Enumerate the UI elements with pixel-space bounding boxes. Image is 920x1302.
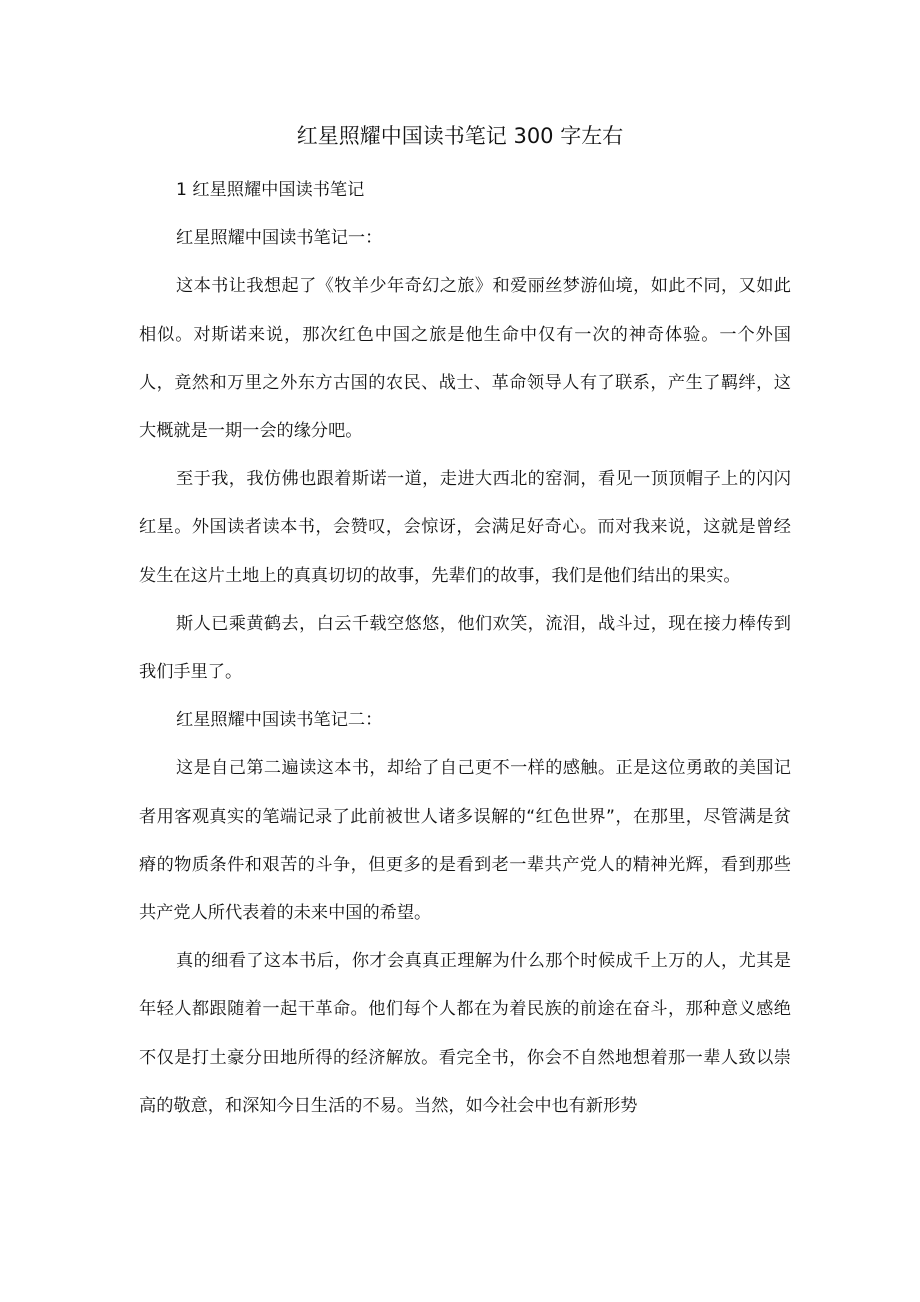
section-heading: 1 红星照耀中国读书笔记 <box>176 180 365 200</box>
note-heading-1: 红星照耀中国读书笔记一： <box>176 228 383 249</box>
body-paragraph: 这是自己第二遍读这本书，却给了自己更不一样的感触。正是这位勇敢的美国记者用客观真实的笔端记录了此前被世人诸多误解的“红色世界”，在那里，尽管满是贫瘠的物质条件和艰苦的斗争，但更多的是看到老一辈共产党人的精神光辉，看到那些共产党人所代表着的未来中国的希望。 <box>139 758 791 924</box>
note-heading-2: 红星照耀中国读书笔记二： <box>176 710 383 731</box>
document-title: 红星照耀中国读书笔记 300 字左右 <box>296 124 624 148</box>
body-paragraph: 斯人已乘黄鹤去，白云千载空悠悠，他们欢笑，流泪，战斗过，现在接力棒传到我们手里了。 <box>139 613 791 683</box>
body-paragraph: 这本书让我想起了《牧羊少年奇幻之旅》和爱丽丝梦游仙境，如此不同，又如此相似。对斯诺来说，那次红色中国之旅是他生命中仅有一次的神奇体验。一个外国人，竟然和万里之外东方古国的农民、战士、革命领导人有了联系，产生了羁绊，这大概就是一期一会的缘分吧。 <box>139 276 791 442</box>
document-body <box>139 166 791 1130</box>
body-paragraph: 真的细看了这本书后，你才会真真正理解为什么那个时候成千上万的人，尤其是年轻人都跟随着一起干革命。他们每个人都在为着民族的前途在奋斗，那种意义感绝不仅是打土豪分田地所得的经济解放。看完全书，你会不自然地想着那一辈人致以崇高的敬意，和深知今日生活的不易。当然，如今社会中也有新形势 <box>139 951 791 1116</box>
body-paragraph: 至于我，我仿佛也跟着斯诺一道，走进大西北的窑洞，看见一顶顶帽子上的闪闪红星。外国读者读本书，会赞叹，会惊讶，会满足好奇心。而对我来说，这就是曾经发生在这片土地上的真真切切的故事，先辈们的故事，我们是他们结出的果实。 <box>139 469 791 586</box>
